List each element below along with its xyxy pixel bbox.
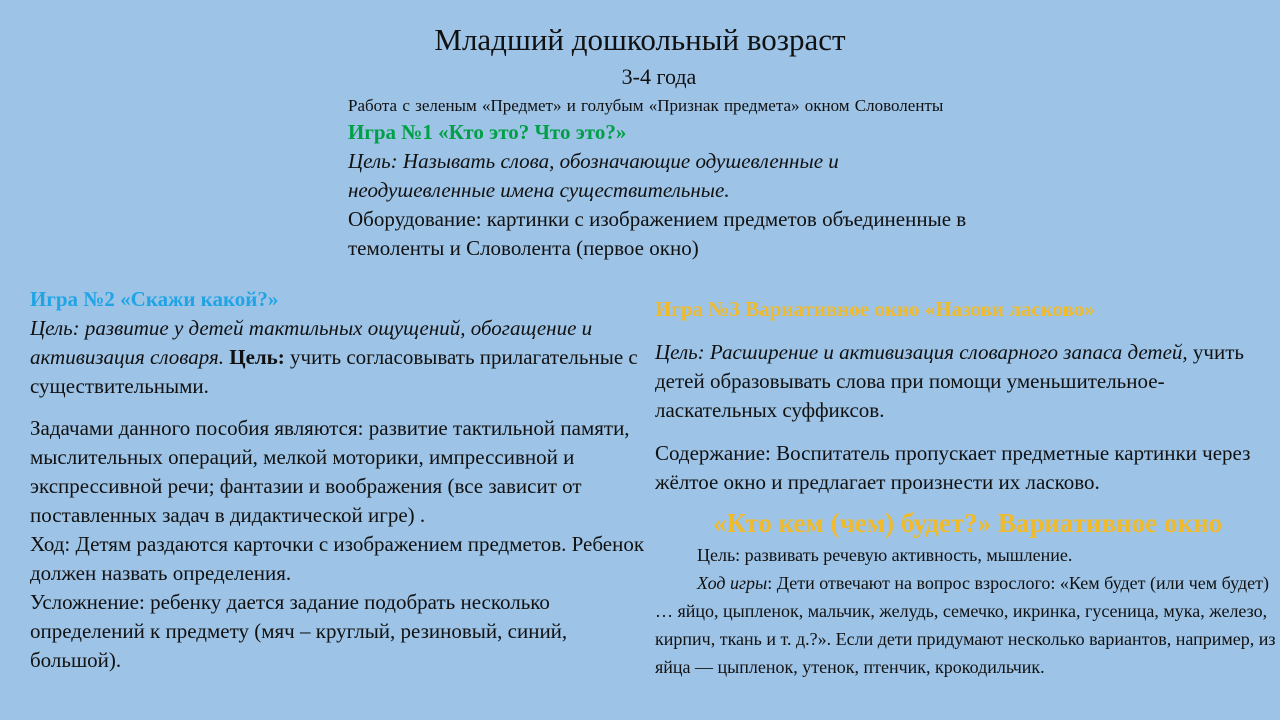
left-column: [30, 285, 645, 675]
game3-goal-italic: Цель: Расширение и активизация словарного запаса детей,: [655, 340, 1188, 364]
game4-goal: Цель: развивать речевую активность, мышление.: [697, 545, 1073, 565]
tasks-text: Задачами данного пособия являются: развитие тактильной памяти, мыслительных операций, мелкой моторики, импрессивной и экспрессивной речи; фантазии и воображения (все зависит от поставленных задач в дидактической игре) .: [30, 416, 630, 527]
game4-procedure-text: : Дети отвечают на вопрос взрослого: «Кем будет (или чем будет) … яйцо, цыпленок, мальчик, желудь, семечко, икринка, гусеница, мука, железо, кирпич, ткань и т. д.?». Если дети придумают несколько вариантов, например, из яйца — цыпленок, утенок, птенчик, крокодильчик.: [655, 573, 1276, 677]
top-block: [348, 94, 978, 263]
game4-procedure-label: Ход игры: [697, 573, 768, 593]
game1-equipment: Оборудование: картинки с изображением предметов объединенные в темоленты и Словолента (первое окно): [348, 207, 967, 260]
procedure-text: Ход: Детям раздаются карточки с изображением предметов. Ребенок должен назвать определения.: [30, 532, 645, 585]
game2-goal2-label: Цель:: [229, 345, 285, 369]
game1-title: Игра №1 «Кто это? Что это?»: [348, 120, 627, 144]
game2-goal-italic: Цель: развитие у детей тактильных ощущений, обогащение и активизация словаря.: [30, 316, 593, 369]
slide-subtitle: 3-4 года: [621, 64, 697, 89]
right-column: [655, 295, 1280, 681]
complication-text: Усложнение: ребенку дается задание подобрать несколько определений к предмету (мяч – круглый, резиновый, синий, большой).: [30, 590, 568, 672]
game3-title: Игра №3 Вариативное окно «Назови ласково»: [655, 297, 1095, 321]
game2-goal: [30, 314, 645, 401]
game4-title: «Кто кем (чем) будет?» Вариативное окно: [712, 508, 1223, 538]
game3-goal-text: учить детей образовывать слова при помощи уменьшительное- ласкательных суффиксов.: [655, 340, 1244, 422]
game2-goal2-text: учить согласовывать прилагательные с существительными.: [30, 345, 638, 398]
game2-title: Игра №2 «Скажи какой?»: [30, 287, 279, 311]
game3-goal: [655, 338, 1280, 425]
game4-procedure: [655, 569, 1280, 681]
game1-goal: Цель: Называть слова, обозначающие одушевленные и неодушевленные имена существительные.: [348, 149, 839, 202]
intro-text: Работа с зеленым «Предмет» и голубым «Признак предмета» окном Словоленты: [348, 96, 944, 115]
slide-title: Младший дошкольный возраст: [434, 22, 846, 57]
game3-content: Содержание: Воспитатель пропускает предметные картинки через жёлтое окно и предлагает произнести их ласково.: [655, 441, 1251, 494]
